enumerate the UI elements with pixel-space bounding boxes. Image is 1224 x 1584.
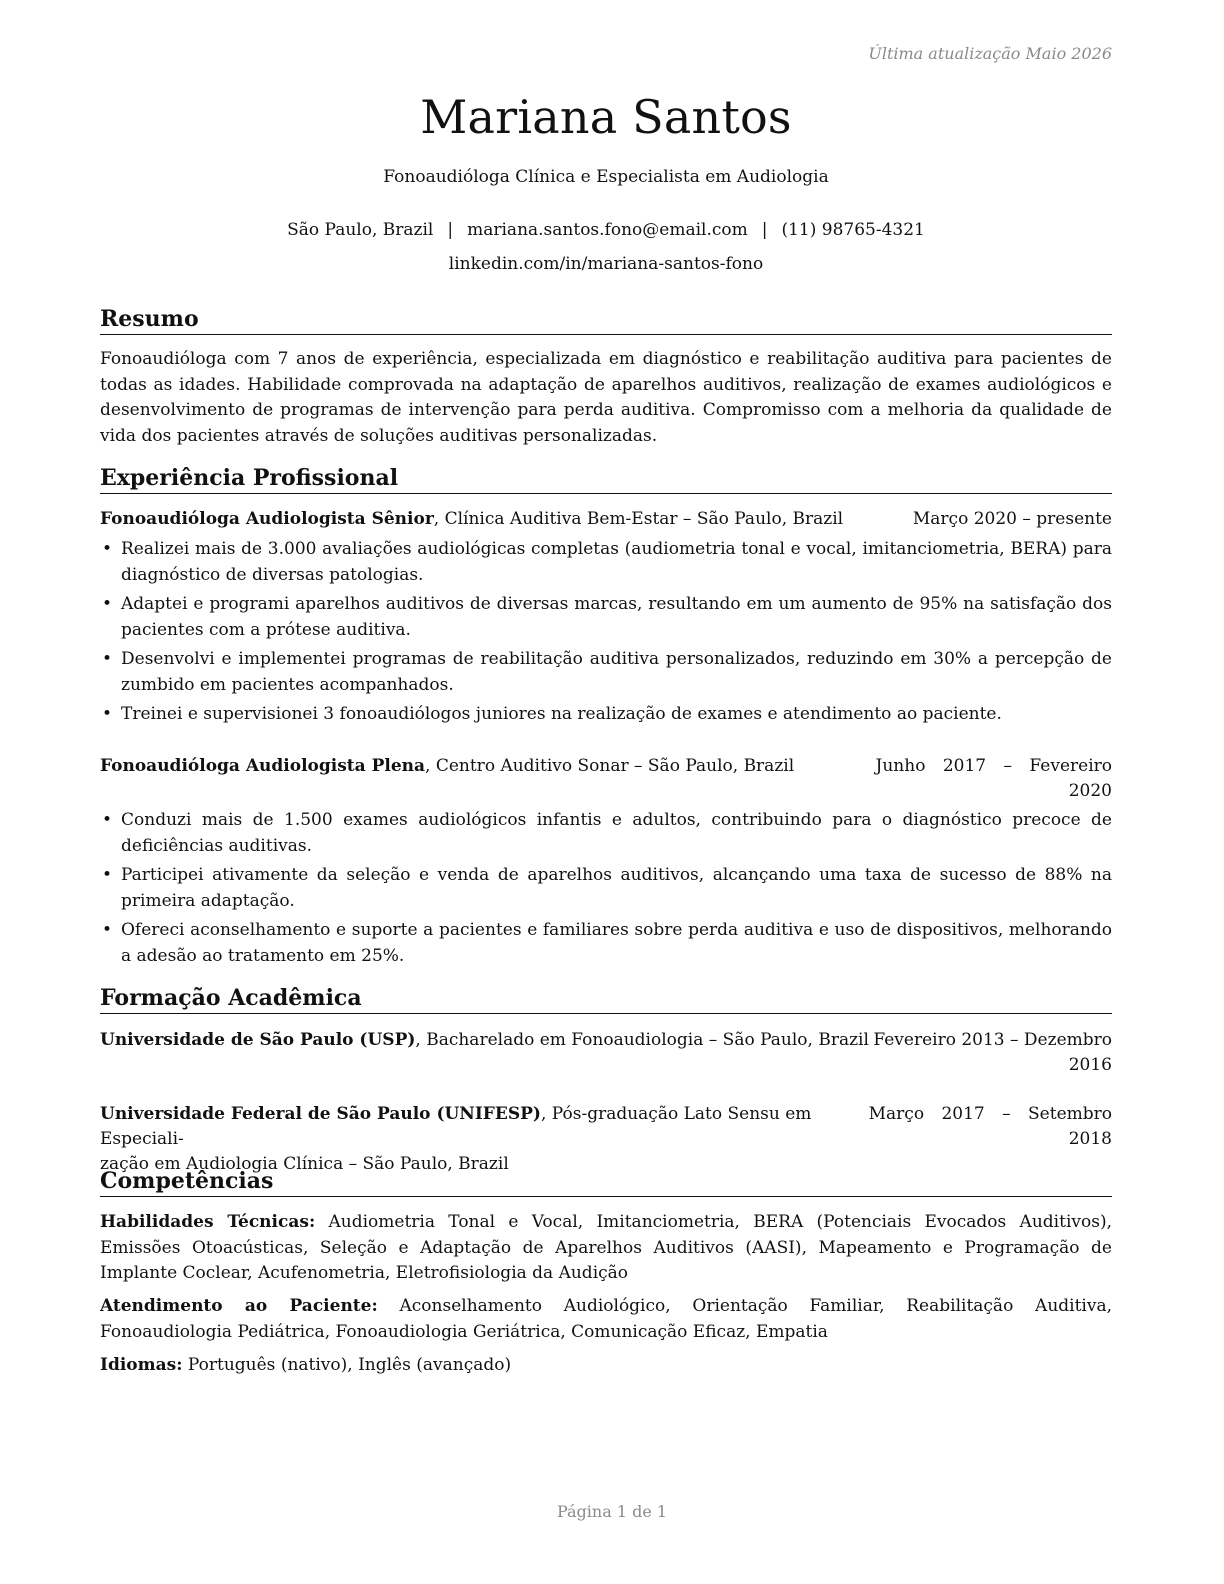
education-dates-line: Março 2017 – Setembro <box>868 1104 1112 1124</box>
summary-text: Fonoaudióloga com 7 anos de experiência, especializada em diagnóstico e reabilitação auditiva para pacientes de todas as idades. Habilidade comprovada na adaptação de aparelhos auditivos, realização de exames audiológicos e desenvolvimento de programas de intervenção para perda auditiva. Compromisso com a melhoria da qualidade de vida dos pacientes através de soluções auditivas personalizadas. <box>100 349 1112 446</box>
job-org: , Clínica Auditiva Bem-Estar – São Paulo, Brazil <box>433 509 844 529</box>
section-title-summary: Resumo <box>100 306 1112 335</box>
list-item <box>100 702 1112 728</box>
job-bullets <box>100 537 1112 732</box>
education-dates-line: 2018 <box>1068 1129 1112 1149</box>
job-role: Fonoaudióloga Audiologista Sênior <box>100 509 434 529</box>
skill-text: Aconselhamento Audiológico, Orientação Familiar, Reabilitação Auditiva, Fonoaudiologia Pediátrica, Fonoaudiologia Geriátrica, Comunicação Eficaz, Empatia <box>100 1296 1112 1342</box>
bullet-text: Participei ativamente da seleção e venda de aparelhos auditivos, alcançando uma taxa de sucesso de 88% na primeira adaptação. <box>121 865 1112 911</box>
education-dates <box>869 1102 1112 1152</box>
list-item <box>100 808 1112 859</box>
email-link[interactable]: mariana.santos.fono@email.com <box>467 220 748 240</box>
section-title-education: Formação Acadêmica <box>100 985 1112 1014</box>
list-item <box>100 537 1112 588</box>
section-title-skills: Competências <box>100 1168 1112 1197</box>
education-title-line <box>100 1028 869 1053</box>
bullet-icon: • <box>102 810 113 830</box>
bullet-text: Conduzi mais de 1.500 exames audiológicos infantis e adultos, contribuindo para o diagnóstico precoce de deficiências auditivas. <box>121 810 1112 856</box>
skill-label: Atendimento ao Paciente: <box>100 1296 378 1316</box>
professional-title: Fonoaudióloga Clínica e Especialista em Audiologia <box>383 167 829 187</box>
job-bullets <box>100 808 1112 973</box>
candidate-name: Mariana Santos <box>420 90 792 144</box>
skill-text: Português (nativo), Inglês (avançado) <box>182 1355 512 1375</box>
bullet-text: Treinei e supervisionei 3 fonoaudiólogos juniores na realização de exames e atendimento ao paciente. <box>121 704 1002 724</box>
skill-group <box>100 1353 1112 1379</box>
list-item <box>100 647 1112 698</box>
job-org: , Centro Auditivo Sonar – São Paulo, Brazil <box>425 756 795 776</box>
job-dates <box>876 754 1112 804</box>
list-item <box>100 863 1112 914</box>
school-name: Universidade Federal de São Paulo (UNIFESP) <box>100 1104 541 1124</box>
skill-group <box>100 1210 1112 1287</box>
job-dates-line: 2020 <box>1068 781 1112 801</box>
education-entry <box>100 1028 1112 1078</box>
education-dates-line: 2016 <box>1068 1055 1112 1075</box>
job-dates-line: Junho 2017 – Fevereiro <box>875 756 1112 776</box>
education-dates <box>873 1028 1112 1078</box>
degree: , Pós-graduação Lato Sensu em Especiali- <box>100 1104 812 1149</box>
list-item <box>100 592 1112 643</box>
separator: | <box>761 220 768 240</box>
skill-group <box>100 1294 1112 1345</box>
linkedin-link[interactable]: linkedin.com/in/mariana-santos-fono <box>448 254 764 274</box>
list-item <box>100 918 1112 969</box>
education-title-line <box>100 1102 880 1177</box>
skill-text: Audiometria Tonal e Vocal, Imitanciometria, BERA (Potenciais Evocados Auditivos), Emissões Otoacústicas, Seleção e Adaptação de Aparelhos Auditivos (AASI), Mapeamento e Programação de Implante Coclear, Acufenometria, Eletrofisiologia da Audição <box>100 1212 1112 1283</box>
job-title-line <box>100 754 794 779</box>
bullet-text: Ofereci aconselhamento e suporte a pacientes e familiares sobre perda auditiva e uso de dispositivos, melhorando a adesão ao tratamento em 25%. <box>121 920 1112 966</box>
bullet-text: Adaptei e programi aparelhos auditivos de diversas marcas, resultando em um aumento de 95% na satisfação dos pacientes com a prótese auditiva. <box>121 594 1112 640</box>
bullet-icon: • <box>102 920 113 940</box>
school-name: Universidade de São Paulo (USP) <box>100 1030 416 1050</box>
job-header <box>100 754 1112 804</box>
location: São Paulo, Brazil <box>287 220 434 240</box>
bullet-icon: • <box>102 865 113 885</box>
bullet-icon: • <box>102 704 113 724</box>
last-updated: Última atualização Maio 2026 <box>868 44 1112 63</box>
education-entry <box>100 1102 1112 1174</box>
phone: (11) 98765-4321 <box>781 220 925 240</box>
job-dates: Março 2020 – presente <box>912 509 1112 529</box>
contact-line <box>100 220 1112 240</box>
separator: | <box>447 220 454 240</box>
bullet-icon: • <box>102 649 113 669</box>
bullet-icon: • <box>102 539 113 559</box>
job-role: Fonoaudióloga Audiologista Plena <box>100 756 426 776</box>
education-dates-line: Fevereiro 2013 – Dezembro <box>873 1030 1112 1050</box>
bullet-text: Desenvolvi e implementei programas de reabilitação auditiva personalizados, reduzindo em 30% a percepção de zumbido em pacientes acompanhados. <box>121 649 1112 695</box>
section-title-experience: Experiência Profissional <box>100 465 1112 494</box>
degree: zação em Audiologia Clínica – São Paulo, Brazil <box>100 1154 509 1174</box>
bullet-text: Realizei mais de 3.000 avaliações audiológicas completas (audiometria tonal e vocal, imitanciometria, BERA) para diagnóstico de diversas patologias. <box>121 539 1112 585</box>
page-number: Página 1 de 1 <box>556 1502 668 1521</box>
skill-label: Habilidades Técnicas: <box>100 1212 316 1232</box>
bullet-icon: • <box>102 594 113 614</box>
job-title-line <box>100 507 843 532</box>
degree: , Bacharelado em Fonoaudiologia – São Paulo, Brazil <box>415 1030 869 1050</box>
skill-label: Idiomas: <box>100 1355 183 1375</box>
